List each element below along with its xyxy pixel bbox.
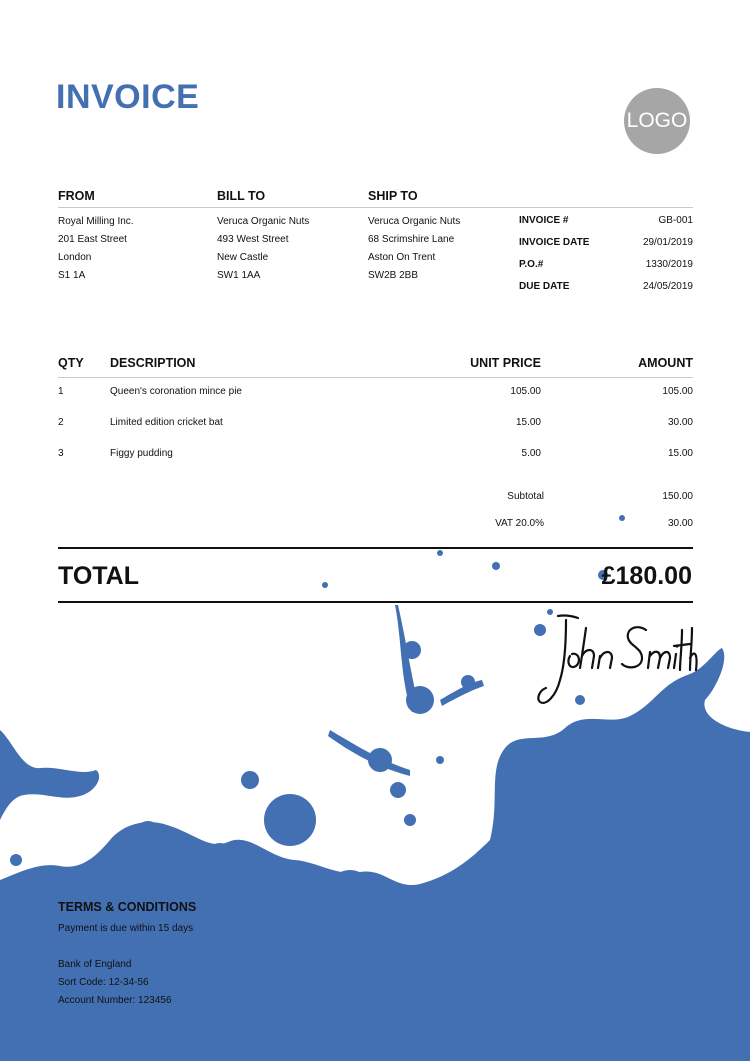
cell-description: Queen's coronation mince pie	[110, 386, 242, 397]
cell-amount: 105.00	[662, 386, 693, 397]
logo-placeholder	[624, 88, 690, 154]
table-row	[0, 386, 750, 400]
cell-amount: 30.00	[667, 417, 693, 428]
cell-description: Figgy pudding	[110, 448, 173, 459]
col-description-header: DESCRIPTION	[110, 356, 196, 370]
ship-to-line: Aston On Trent	[368, 252, 436, 263]
cell-unit-price: 15.00	[515, 417, 541, 428]
cell-amount: 15.00	[667, 448, 693, 459]
ship-to-line: 68 Scrimshire Lane	[368, 234, 455, 245]
from-line: London	[58, 252, 92, 263]
table-row	[0, 448, 750, 462]
terms-heading: TERMS & CONDITIONS	[58, 900, 197, 914]
cell-qty: 1	[58, 386, 64, 397]
from-line: S1 1A	[58, 270, 86, 281]
vat-label: VAT 20.0%	[495, 518, 544, 529]
meta-value: GB-001	[658, 215, 693, 226]
signature	[528, 606, 698, 714]
col-unit-price-header: UNIT PRICE	[470, 356, 541, 370]
cell-qty: 2	[58, 417, 64, 428]
cell-description: Limited edition cricket bat	[110, 417, 223, 428]
meta-label: INVOICE DATE	[519, 237, 590, 248]
meta-label: INVOICE #	[519, 215, 569, 226]
cell-qty: 3	[58, 448, 64, 459]
cell-unit-price: 5.00	[521, 448, 541, 459]
terms-line	[58, 938, 193, 956]
meta-value: 1330/2019	[645, 259, 693, 270]
col-amount-header: AMOUNT	[638, 356, 693, 370]
meta-value: 29/01/2019	[642, 237, 693, 248]
cell-unit-price: 105.00	[510, 386, 541, 397]
ship-to-line: SW2B 2BB	[368, 270, 419, 281]
total-bottom-rule	[58, 601, 693, 603]
from-address	[58, 213, 134, 285]
header-divider	[58, 207, 693, 208]
ship-to-line: Veruca Organic Nuts	[368, 216, 461, 227]
terms-line: Account Number: 123456	[58, 995, 172, 1006]
logo-text: LOGO	[626, 109, 688, 132]
from-heading: FROM	[58, 189, 95, 203]
bill-to-line: New Castle	[217, 252, 269, 263]
total-top-rule	[58, 547, 693, 549]
terms-body	[58, 920, 193, 1010]
total-value: £180.00	[601, 562, 692, 590]
bill-to-line: Veruca Organic Nuts	[217, 216, 310, 227]
table-header-divider	[58, 377, 693, 378]
from-line: 201 East Street	[58, 234, 127, 245]
terms-line: Sort Code: 12-34-56	[58, 977, 149, 988]
table-row	[0, 417, 750, 431]
terms-line: Bank of England	[58, 959, 132, 970]
from-line: Royal Milling Inc.	[58, 216, 134, 227]
terms-line: Payment is due within 15 days	[58, 923, 194, 934]
total-label: TOTAL	[58, 562, 140, 590]
bill-to-heading: BILL TO	[217, 189, 266, 203]
bill-to-address	[217, 213, 309, 285]
ship-to-heading: SHIP TO	[368, 189, 418, 203]
subtotal-value: 150.00	[662, 491, 693, 502]
bill-to-line: 493 West Street	[217, 234, 289, 245]
bill-to-line: SW1 1AA	[217, 270, 261, 281]
meta-label: P.O.#	[519, 259, 544, 270]
meta-value: 24/05/2019	[642, 281, 693, 292]
vat-value: 30.00	[667, 518, 693, 529]
subtotal-label: Subtotal	[507, 491, 544, 502]
meta-label: DUE DATE	[519, 281, 570, 292]
ship-to-address	[368, 213, 460, 285]
col-qty-header: QTY	[58, 356, 84, 370]
invoice-title: INVOICE	[56, 78, 200, 116]
